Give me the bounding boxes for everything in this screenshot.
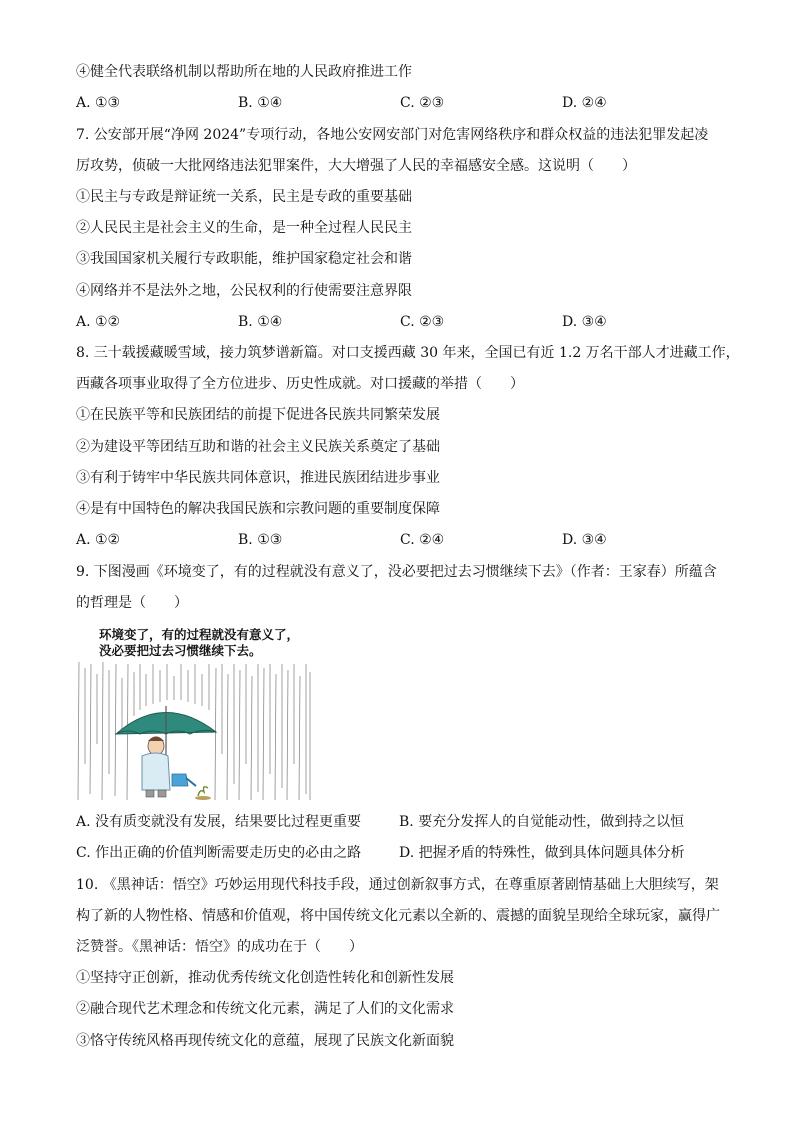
q9-options-row-2 — [76, 844, 726, 862]
q9-option-d: D. 把握矛盾的特殊性，做到具体问题具体分析 — [399, 845, 685, 861]
q8-option-c: C. ②④ — [400, 532, 445, 548]
q7-options — [76, 313, 726, 331]
q8-option-d: D. ③④ — [562, 532, 607, 548]
q8-item-4: ④是有中国特色的解决我国民族和宗教问题的重要制度保障 — [76, 501, 440, 517]
q9-option-c: C. 作出正确的价值判断需要走历史的必由之路 — [76, 845, 362, 861]
q7-option-d: D. ③④ — [562, 314, 607, 330]
q8-stem-line-1: 8. 三十载援藏暖雪域，接力筑梦谱新篇。对口支援西藏 30 年来，全国已有近 1.2 万名干部人才进藏工作， — [76, 345, 740, 361]
q7-option-a: A. ①② — [76, 314, 121, 330]
sprout-icon — [198, 787, 208, 796]
q9-option-a: A. 没有质变就没有发展，结果要比过程更重要 — [76, 814, 362, 830]
q6-item-4: ④健全代表联络机制以帮助所在地的人民政府推进工作 — [76, 64, 412, 80]
q6-options — [76, 94, 726, 112]
q9-stem-line-2: 的哲理是（ ） — [76, 595, 188, 611]
q7-stem-line-2: 厉攻势，侦破一大批网络违法犯罪案件，大大增强了人民的幸福感安全感。这说明（ ） — [76, 158, 636, 174]
q10-stem-line-3: 泛赞誉。《黑神话：悟空》的成功在于（ ） — [76, 939, 363, 955]
q7-item-4: ④网络并不是法外之地，公民权利的行使需要注意界限 — [76, 283, 412, 299]
q7-option-b: B. ①④ — [238, 314, 283, 330]
q6-option-a: A. ①③ — [76, 95, 121, 111]
q10-stem-line-1: 10. 《黑神话：悟空》巧妙运用现代科技手段，通过创新叙事方式，在尊重原著剧情基础上大胆续写，架 — [76, 877, 719, 893]
q8-item-2: ②为建设平等团结互助和谐的社会主义民族关系奠定了基础 — [76, 439, 440, 455]
q6-option-d: D. ②④ — [562, 95, 607, 111]
q9-stem-line-1: 9. 下图漫画《环境变了，有的过程就没有意义了，没必要把过去习惯继续下去》（作者：王家春）所蕴含 — [76, 564, 717, 580]
q8-option-b: B. ①③ — [238, 532, 283, 548]
q7-stem-line-1: 7. 公安部开展“净网 2024”专项行动，各地公安网安部门对危害网络秩序和群众权益的违法犯罪发起凌 — [76, 127, 709, 143]
q7-item-3: ③我国国家机关履行专政职能，维护国家稳定社会和谐 — [76, 251, 412, 267]
q9-option-b: B. 要充分发挥人的自觉能动性，做到持之以恒 — [399, 814, 685, 830]
q10-item-1: ①坚持守正创新，推动优秀传统文化创造性转化和创新性发展 — [76, 970, 454, 986]
q10-stem-line-2: 构了新的人物性格、情感和价值观，将中国传统文化元素以全新的、震撼的面貌呈现给全球玩家，赢得广 — [76, 908, 720, 924]
q9-options-row-1 — [76, 813, 726, 831]
cartoon-caption-line-2: 没必要把过去习惯继续下去。 — [99, 643, 262, 658]
q8-item-3: ③有利于铸牢中华民族共同体意识，推进民族团结进步事业 — [76, 470, 440, 486]
cartoon-caption-line-1: 环境变了，有的过程就没有意义了， — [99, 627, 300, 642]
q7-option-c: C. ②③ — [400, 314, 445, 330]
q8-item-1: ①在民族平等和民族团结的前提下促进各民族共同繁荣发展 — [76, 407, 440, 423]
watering-can-icon — [172, 774, 188, 786]
q10-item-2: ②融合现代艺术理念和传统文化元素，满足了人们的文化需求 — [76, 1001, 454, 1017]
q6-option-c: C. ②③ — [400, 95, 445, 111]
q8-option-a: A. ①② — [76, 532, 121, 548]
raincoat-icon — [142, 753, 170, 790]
q7-item-1: ①民主与专政是辩证统一关系，民主是专政的重要基础 — [76, 189, 412, 205]
rain-umbrella-cartoon — [76, 624, 312, 802]
q6-option-b: B. ①④ — [238, 95, 283, 111]
q8-options — [76, 531, 726, 549]
q10-item-3: ③恪守传统风格再现传统文化的意蕴，展现了民族文化新面貌 — [76, 1033, 454, 1049]
q7-item-2: ②人民民主是社会主义的生命，是一种全过程人民民主 — [76, 220, 412, 236]
q8-stem-line-2: 西藏各项事业取得了全方位进步、历史性成就。对口援藏的举措（ ） — [76, 376, 524, 392]
